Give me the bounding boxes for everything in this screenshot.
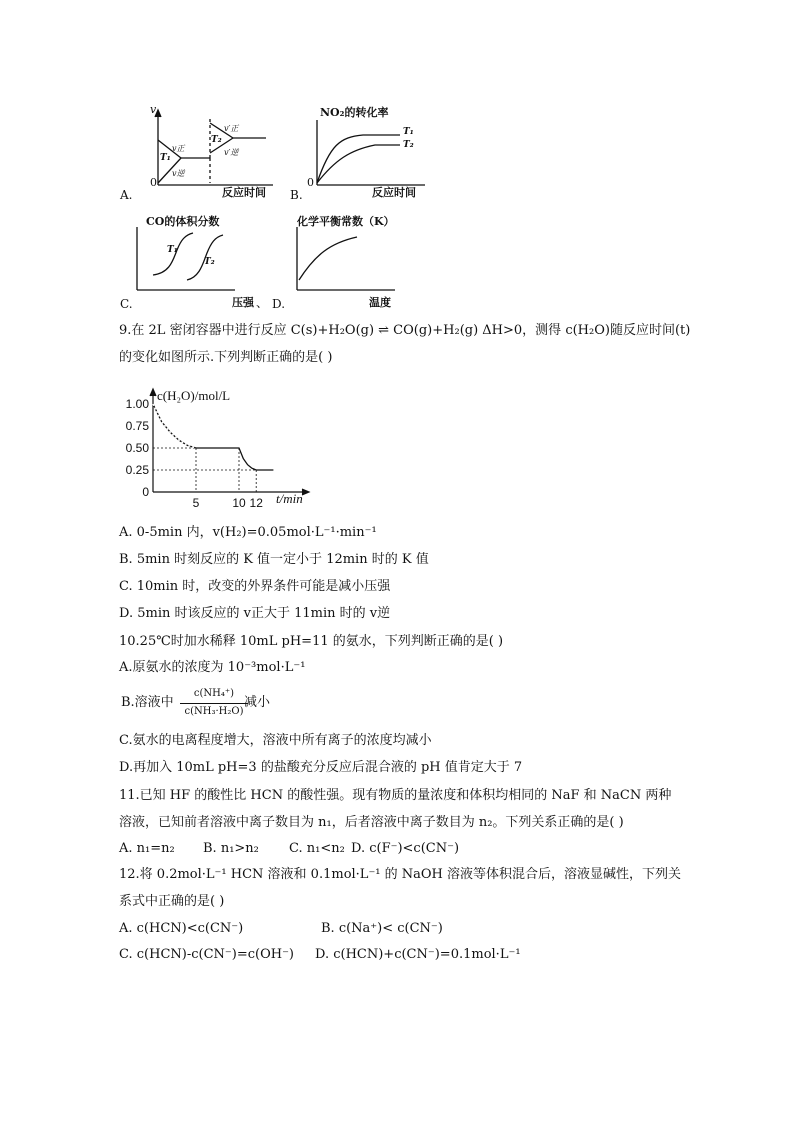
q9-option-a: A. 0-5min 内，v(H₂)=0.05mol·L⁻¹·min⁻¹	[119, 525, 377, 540]
graph-d-option: D.	[272, 297, 286, 311]
graph-c-svg	[125, 225, 240, 295]
q11-option-b: B. n₁>n₂	[203, 841, 259, 856]
q12-option-d: D. c(HCN)+c(CN⁻)=0.1mol·L⁻¹	[315, 947, 521, 962]
graph-b-origin: 0	[307, 176, 314, 189]
graph-a-v-rev2: v′正	[224, 124, 239, 133]
q9-stem-line1: 9.在 2L 密闭容器中进行反应 C(s)+H₂O(g) ⇌ CO(g)+H₂(g) ΔH>0，测得 c(H₂O)随反应时间(t)	[119, 323, 691, 338]
q9-x-tick-label: 10	[232, 496, 246, 510]
graph-b-title: NO₂的转化率	[320, 106, 389, 119]
q10-stem: 10.25℃时加水稀释 10mL pH=11 的氨水，下列判断正确的是( )	[119, 634, 504, 649]
q12-option-a: A. c(HCN)<c(CN⁻)	[119, 921, 244, 936]
q10-fraction-numerator: c(NH₄⁺)	[193, 688, 235, 699]
graph-d-title: 化学平衡常数（K）	[297, 215, 395, 228]
graph-d-svg	[285, 225, 400, 295]
q9-y-tick-label: 0.75	[125, 419, 149, 433]
q12-option-c: C. c(HCN)-c(CN⁻)=c(OH⁻)	[119, 947, 295, 962]
graph-c-title: CO的体积分数	[146, 215, 220, 228]
graph-b-t1: T₁	[403, 127, 414, 137]
graph-b-t2: T₂	[403, 140, 414, 150]
q9-option-d: D. 5min 时该反应的 v正大于 11min 时的 v逆	[119, 606, 391, 621]
q9-y-tick-label: 0.50	[125, 441, 149, 455]
graph-a-v-fwd2: v′逆	[224, 148, 239, 157]
q10-option-b-pre: B.溶液中	[121, 695, 174, 710]
q11-option-c: C. n₁<n₂	[289, 841, 345, 856]
q11-stem-line2: 溶液，已知前者溶液中离子数目为 n₁，后者溶液中离子数目为 n₂。下列关系正确的是( )	[119, 815, 624, 830]
q12-stem-line2: 系式中正确的是( )	[119, 894, 225, 909]
graph-b-x-label: 反应时间	[372, 186, 416, 199]
graph-a-t1: T₁	[160, 153, 171, 163]
q10-option-c: C.氨水的电离程度增大，溶液中所有离子的浓度均减小	[119, 733, 432, 748]
graph-c-t2: T₂	[204, 257, 215, 267]
q10-option-d: D.再加入 10mL pH=3 的盐酸充分反应后混合液的 pH 值肯定大于 7	[119, 760, 523, 775]
q9-series-dashed-segment	[153, 404, 196, 448]
graph-c-t1: T₁	[167, 245, 178, 255]
q11-option-d: D. c(F⁻)<c(CN⁻)	[351, 841, 460, 856]
q9-y-label: c(H₂O)/mol/L	[157, 388, 231, 403]
graph-c-x-label: 压强	[232, 296, 254, 309]
q9-y-tick-label: 1.00	[125, 397, 149, 411]
q12-stem-line1: 12.将 0.2mol·L⁻¹ HCN 溶液和 0.1mol·L⁻¹ 的 NaOH 溶液等体积混合后，溶液显碱性，下列关	[119, 867, 682, 882]
graph-a-origin: 0	[150, 176, 157, 189]
graph-a-x-label: 反应时间	[222, 186, 266, 199]
q9-y-tick-label: 0.25	[125, 463, 149, 477]
graph-b-option: B.	[290, 188, 303, 202]
q9-stem-line2: 的变化如图所示.下列判断正确的是( )	[119, 350, 333, 365]
q9-x-label: t/min	[276, 491, 303, 506]
graph-a-v-fwd: v正	[172, 144, 185, 153]
q10-option-a: A.原氨水的浓度为 10⁻³mol·L⁻¹	[119, 660, 306, 675]
graph-c-option: C.	[120, 297, 133, 311]
q10-option-b-post: 减小	[244, 695, 271, 710]
graph-a-v-rev: v逆	[172, 169, 185, 178]
q9-series-line	[153, 404, 273, 470]
q9-y-tick-label: 0	[142, 485, 149, 499]
q9-option-c: C. 10min 时，改变的外界条件可能是减小压强	[119, 579, 391, 594]
graph-a-option: A.	[120, 188, 133, 202]
graph-c-separator: 、	[256, 296, 269, 310]
graph-a-t2: T₂	[211, 135, 222, 145]
q10-fraction-denominator: c(NH₃·H₂O)	[184, 706, 244, 717]
graph-a-y-label: v	[150, 103, 157, 116]
q11-stem-line1: 11.已知 HF 的酸性比 HCN 的酸性强。现有物质的量浓度和体积均相同的 NaF 和 NaCN 两种	[119, 788, 672, 803]
graph-d-x-label: 温度	[369, 296, 391, 309]
q9-x-tick-label: 12	[249, 496, 263, 510]
q9-option-b: B. 5min 时刻反应的 K 值一定小于 12min 时的 K 值	[119, 552, 429, 567]
q12-option-b: B. c(Na⁺)< c(CN⁻)	[321, 921, 443, 936]
graph-a-svg	[148, 105, 278, 195]
q9-x-tick-label: 5	[192, 496, 200, 510]
q11-option-a: A. n₁=n₂	[119, 841, 175, 856]
q10-fraction-bar	[180, 703, 248, 704]
